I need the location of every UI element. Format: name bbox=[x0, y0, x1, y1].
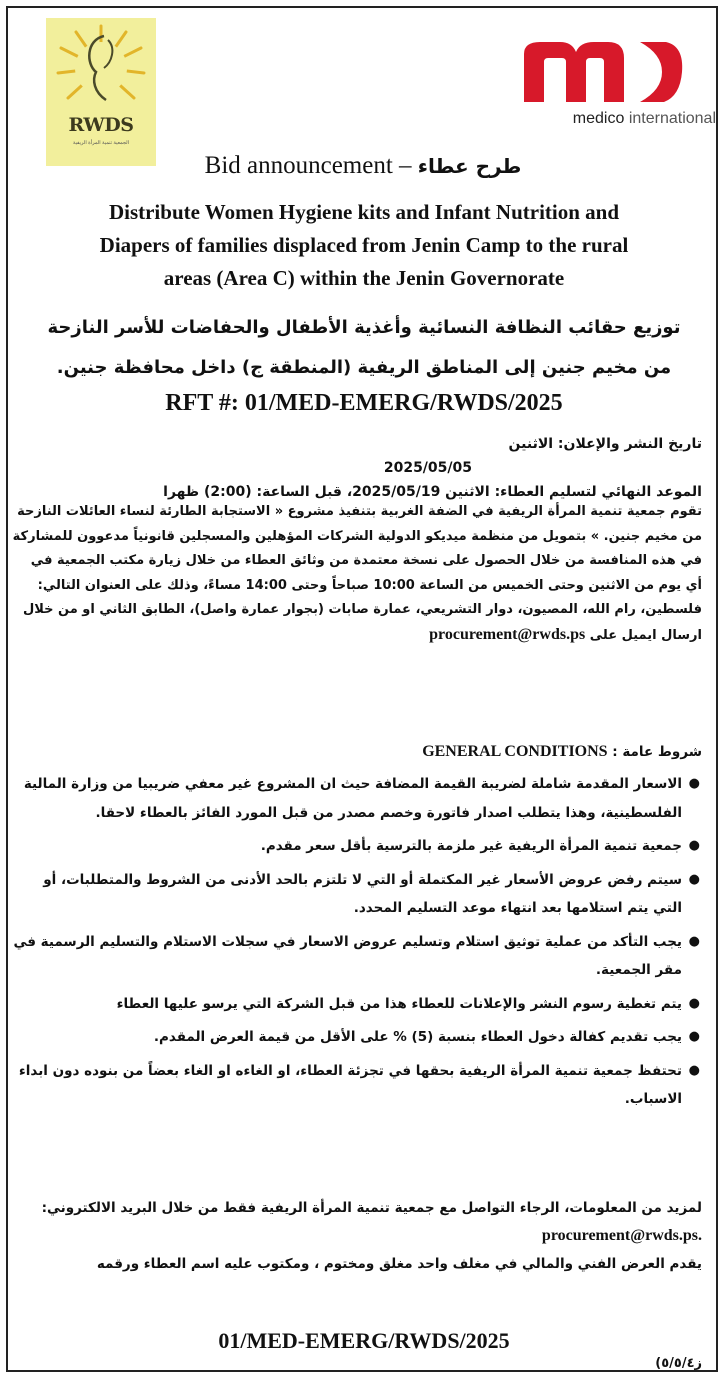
title-english: Bid announcement bbox=[204, 152, 393, 179]
contact-text: لمزيد من المعلومات، الرجاء التواصل مع جمعية تنمية المرأة الريفية فقط من خلال البريد الالكتروني: bbox=[41, 1200, 702, 1216]
bullet-icon: ● bbox=[688, 838, 700, 853]
publication-date-label: تاريخ النشر والإعلان: الاثنين bbox=[508, 436, 702, 452]
intro-paragraph bbox=[12, 500, 702, 648]
arabic-heading bbox=[20, 308, 708, 388]
conditions-list bbox=[12, 770, 702, 1119]
bullet-icon: ● bbox=[688, 995, 700, 1011]
publication-date: 2025/05/05 bbox=[383, 460, 472, 476]
medico-logo bbox=[516, 36, 716, 136]
general-conditions-title bbox=[12, 740, 702, 764]
bullet-icon: ● bbox=[688, 776, 700, 791]
bullet-icon: ● bbox=[688, 871, 700, 887]
contact-email-link[interactable]: procurement@rwds.ps. bbox=[541, 1227, 702, 1244]
english-heading-line: Distribute Women Hygiene kits and Infant Nutrition and bbox=[108, 200, 620, 224]
bullet-icon: ● bbox=[688, 933, 700, 949]
list-item: ● يتم تغطية رسوم النشر والإعلانات للعطاء هذا من قبل الشركة التي يرسو عليها العطاء bbox=[12, 990, 702, 1019]
list-item: ● سيتم رفض عروض الأسعار غير المكتملة أو التي لا تلتزم بالحد الأدنى من الشروط والمتطلبات، أو التي يتم استلامها بعد انتهاء موعد التسليم المحدد. bbox=[12, 866, 702, 923]
rwds-logo bbox=[46, 18, 156, 166]
submission-instructions: يقدم العرض الفني والمالي في مغلف واحد مغلق ومختوم ، ومكتوب عليه اسم العطاء ورقمه bbox=[96, 1256, 702, 1272]
bullet-icon: ● bbox=[688, 1029, 700, 1044]
page-title bbox=[158, 152, 568, 180]
ad-code: ز٥/٥/٤) bbox=[655, 1356, 702, 1371]
submission-deadline: الموعد النهائي لتسليم العطاء: الاثنين 2025/05/19، قبل الساعة: (2:00) ظهرا bbox=[163, 484, 702, 500]
arabic-heading-line: توزيع حقائب النظافة النسائية وأغذية الأطفال والحفاضات للأسر النازحة bbox=[47, 317, 681, 338]
dates-block bbox=[12, 432, 702, 504]
english-heading-line: Diapers of families displaced from Jenin Camp to the rural bbox=[99, 233, 629, 257]
arabic-heading-line: من مخيم جنين إلى المناطق الريفية (المنطقة ج) داخل محافظة جنين. bbox=[56, 357, 672, 378]
contact-block bbox=[12, 1194, 702, 1278]
list-item: ● جمعية تنمية المرأة الريفية غير ملزمة بالترسية بأقل سعر مقدم. bbox=[12, 832, 702, 861]
rwds-subtitle: الجمعية تنمية المرأة الريفية bbox=[72, 140, 130, 146]
rwds-emblem-icon bbox=[46, 18, 156, 118]
intro-text: تقوم جمعية تنمية المرأة الريفية في الضفة الغربية بتنفيذ مشروع « الاستجابة الطارئة لنساء العائلات النازحة من مخيم جنين. » بتمويل من منظمة ميديكو الدولية الشركات المؤهلين والمسجلين قانونياً مدعوون للمشاركة في هذه المنافسة من خلال الحصول على نسخة معتمدة من وثائق العطاء من خلال زيارة مكتب الجمعية في أي يوم من الاثنين وحتى الخميس من الساعة 10:00 صباحاً وحتى 14:00 مساءً، وذلك على العنوان التالي: فلسطين، رام الله، المصيون، دوار التشريعي، عمارة صابات (بجوار عمارة واصل)، الطابق الثاني او من خلال ارسال ايميل على bbox=[12, 504, 702, 643]
rft-number: RFT #: 01/MED-EMERG/RWDS/2025 bbox=[165, 390, 563, 416]
medico-wordmark: medico international bbox=[572, 110, 716, 127]
announcement-frame bbox=[6, 6, 718, 1372]
title-arabic: طرح عطاء bbox=[417, 154, 522, 178]
list-item: ● يجب تقديم كفالة دخول العطاء بنسبة (5) % على الأقل من قيمة العرض المقدم. bbox=[12, 1023, 702, 1052]
english-heading bbox=[20, 196, 708, 295]
medico-mark-icon bbox=[516, 36, 716, 108]
english-heading-line: areas (Area C) within the Jenin Governorate bbox=[163, 266, 565, 290]
list-item: ● الاسعار المقدمة شاملة لضريبة القيمة المضافة حيث ان المشروع غير معفي ضريبيا من وزارة المالية الفلسطينية، وهذا يتطلب اصدار فاتورة وخصم مصدر من قبل المورد الفائز بالعطاء لاحقا. bbox=[12, 770, 702, 827]
title-separator: – bbox=[399, 152, 412, 179]
rwds-wordmark: RWDS bbox=[68, 114, 134, 136]
gc-arabic-label: شروط عامة : bbox=[612, 744, 702, 760]
reference-number: 01/MED-EMERG/RWDS/2025 bbox=[218, 1328, 510, 1353]
list-item: ● يجب التأكد من عملية توثيق استلام وتسليم عروض الاسعار في سجلات الاستلام والتسليم الرسمية في مقر الجمعية. bbox=[12, 928, 702, 985]
intro-email-link[interactable]: procurement@rwds.ps bbox=[429, 625, 586, 643]
list-item: ● تحتفظ جمعية تنمية المرأة الريفية بحقها في تجزئة العطاء، او الغاءه او الغاء بعضاً من بنوده دون ابداء الاسباب. bbox=[12, 1057, 702, 1114]
bullet-icon: ● bbox=[688, 1062, 700, 1078]
gc-english-label: GENERAL CONDITIONS bbox=[422, 743, 608, 760]
